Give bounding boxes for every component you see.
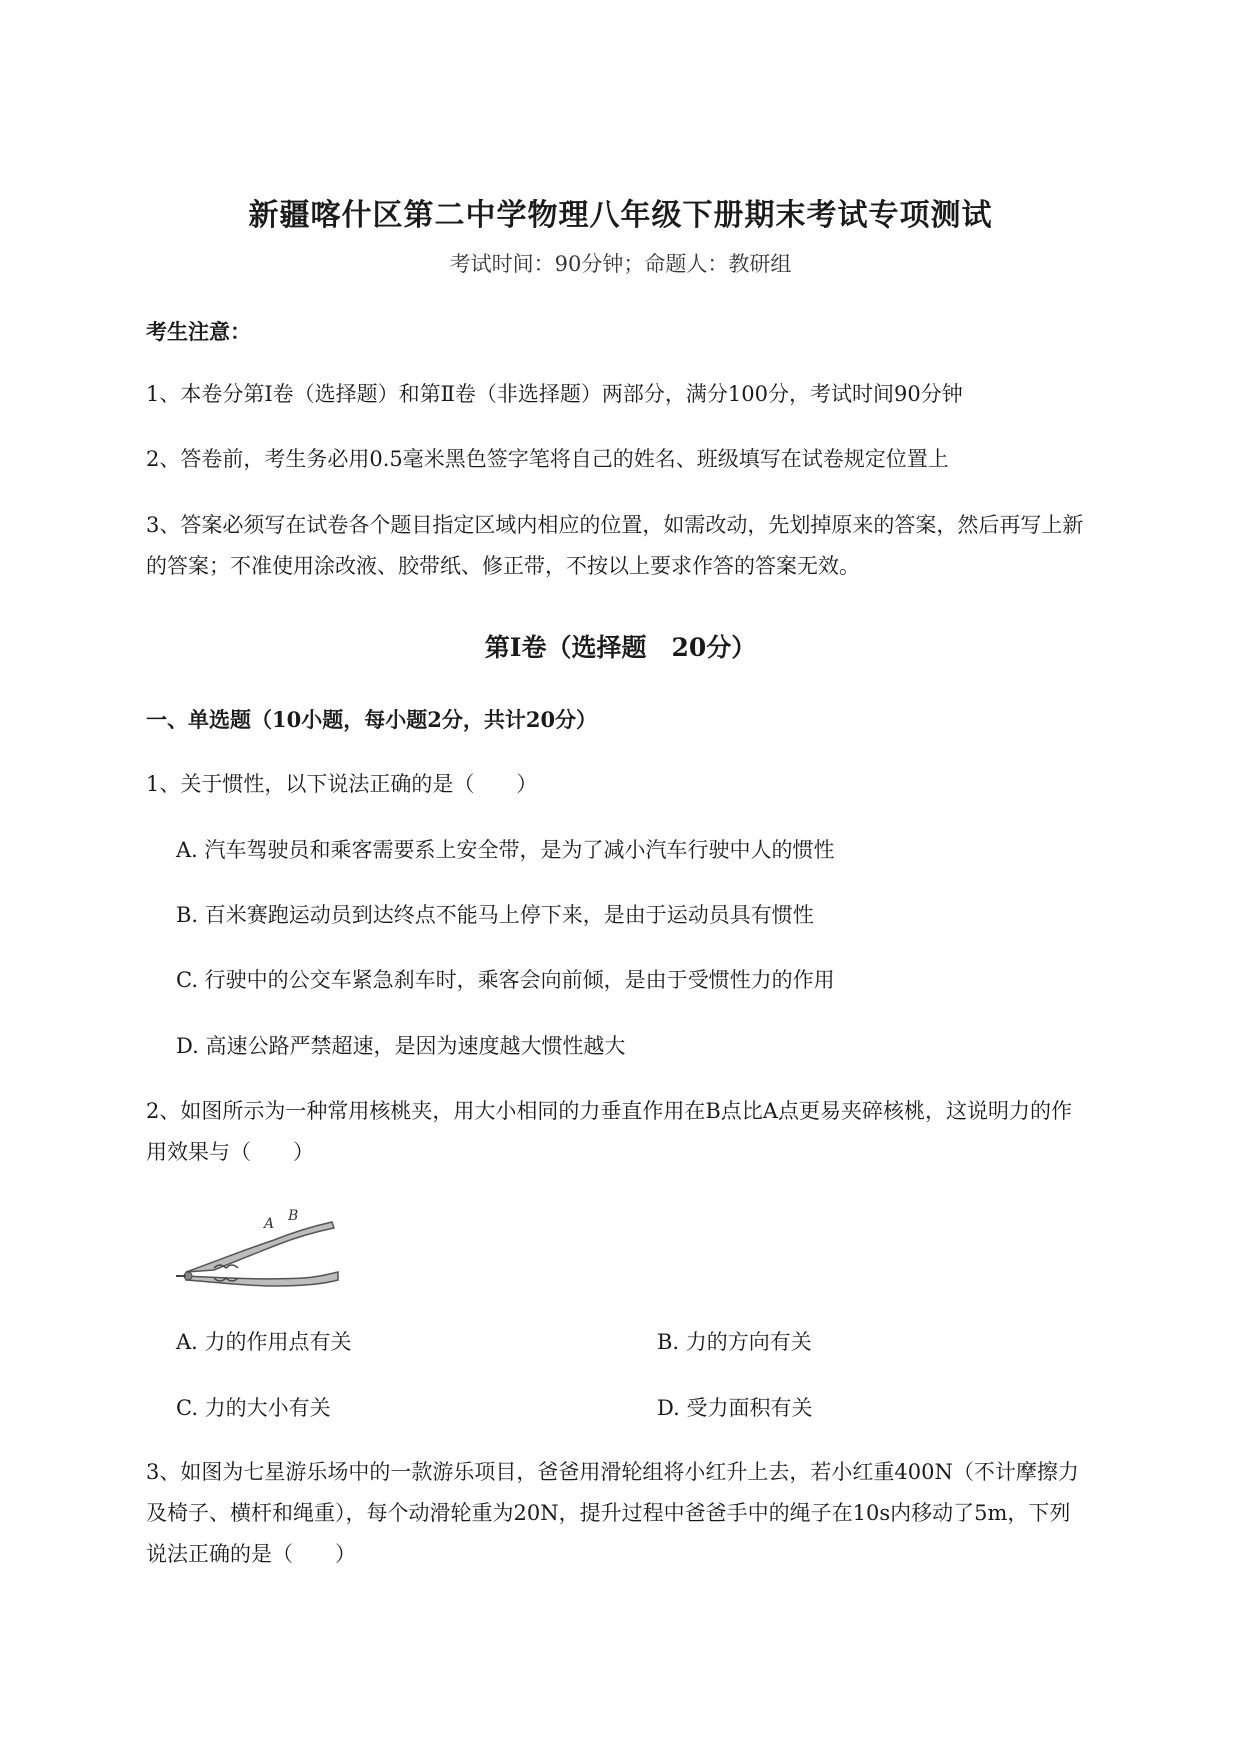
question-1-option-c: C. 行驶中的公交车紧急刹车时，乘客会向前倾，是由于受惯性力的作用 [176, 968, 835, 992]
question-2-stem-line-2: 用效果与（ ） [146, 1140, 314, 1164]
figure-label-b: B [288, 1208, 299, 1224]
question-3-stem-line-1: 3、如图为七星游乐场中的一款游乐项目，爸爸用滑轮组将小红升上去，若小红重400N（不计摩擦力 [146, 1460, 1079, 1484]
question-1-stem: 1、关于惯性，以下说法正确的是（ ） [146, 772, 538, 796]
notice-item-2: 2、答卷前，考生务必用0.5毫米黑色签字笔将自己的姓名、班级填写在试卷规定位置上 [146, 447, 949, 471]
question-2-option-a: A. 力的作用点有关 [176, 1330, 352, 1354]
question-2-option-d: D. 受力面积有关 [657, 1396, 813, 1420]
question-3-stem-line-3: 说法正确的是（ ） [146, 1542, 356, 1566]
question-2-option-b: B. 力的方向有关 [657, 1330, 812, 1354]
part-heading: 一、单选题（10小题，每小题2分，共计20分） [146, 707, 598, 732]
exam-info: 考试时间：90分钟；命题人：教研组 [449, 252, 792, 276]
nutcracker-figure [174, 1198, 344, 1288]
section-title: 第I卷（选择题 20分） [484, 633, 757, 662]
question-2-option-c: C. 力的大小有关 [176, 1396, 331, 1420]
notice-item-3-line-2: 的答案；不准使用涂改液、胶带纸、修正带，不按以上要求作答的答案无效。 [146, 554, 860, 578]
notice-item-3-line-1: 3、答案必须写在试卷各个题目指定区域内相应的位置，如需改动，先划掉原来的答案，然后再写上新 [146, 513, 1084, 537]
page-title: 新疆喀什区第二中学物理八年级下册期末考试专项测试 [248, 198, 993, 233]
figure-label-a: A [264, 1216, 275, 1232]
notice-heading: 考生注意： [146, 319, 251, 344]
question-2-stem-line-1: 2、如图所示为一种常用核桃夹，用大小相同的力垂直作用在B点比A点更易夹碎核桃，这说明力的作 [146, 1099, 1072, 1123]
question-1-option-b: B. 百米赛跑运动员到达终点不能马上停下来，是由于运动员具有惯性 [176, 903, 814, 927]
notice-item-1: 1、本卷分第I卷（选择题）和第Ⅱ卷（非选择题）两部分，满分100分，考试时间90分钟 [146, 382, 963, 406]
question-1-option-a: A. 汽车驾驶员和乘客需要系上安全带，是为了减小汽车行驶中人的惯性 [176, 838, 835, 862]
question-3-stem-line-2: 及椅子、横杆和绳重），每个动滑轮重为20N，提升过程中爸爸手中的绳子在10s内移动了5m，下列 [146, 1501, 1071, 1525]
question-1-option-d: D. 高速公路严禁超速，是因为速度越大惯性越大 [176, 1034, 626, 1058]
